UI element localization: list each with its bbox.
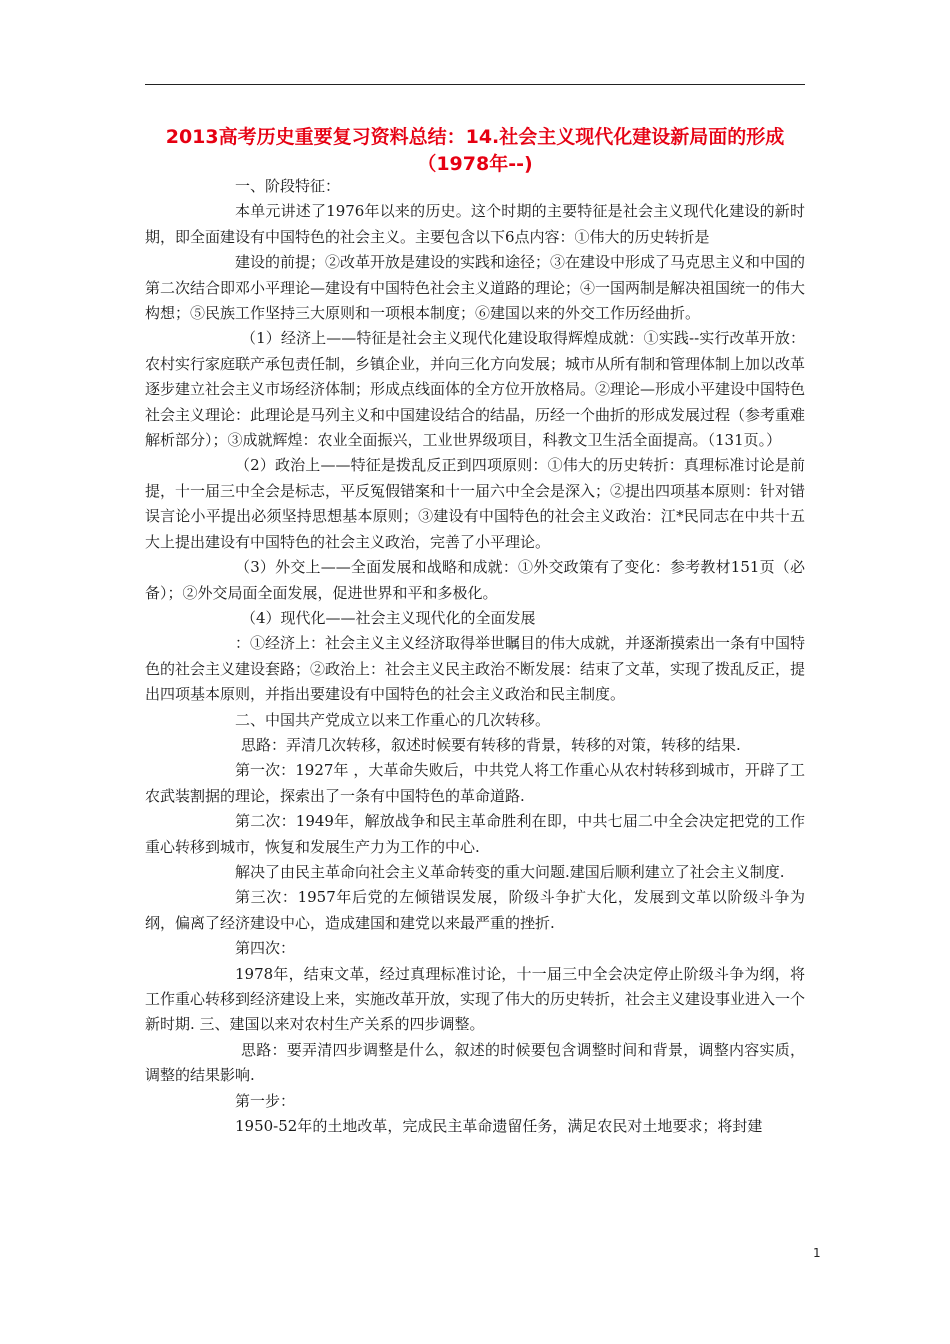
- paragraph: 第三次：1957年后党的左倾错误发展，阶级斗争扩大化，发展到文革以阶级斗争为纲，偏离了经济建设中心，造成建国和建党以来最严重的挫折.: [145, 888, 805, 932]
- document-title: 2013高考历史重要复习资料总结：14.社会主义现代化建设新局面的形成（1978年--): [165, 126, 785, 175]
- paragraph: 本单元讲述了1976年以来的历史。这个时期的主要特征是社会主义现代化建设的新时期，即全面建设有中国特色的社会主义。主要包含以下6点内容：①伟大的历史转折是: [145, 202, 805, 246]
- header-rule: [145, 84, 805, 85]
- paragraph: 一、阶段特征：: [235, 177, 341, 195]
- paragraph: 第二次：1949年，解放战争和民主革命胜利在即，中共七届二中全会决定把党的工作重心转移到城市，恢复和发展生产力为工作的中心.: [145, 812, 805, 856]
- paragraph: 思路：弄清几次转移，叙述时候要有转移的背景，转移的对策，转移的结果.: [241, 735, 741, 754]
- document-body: [145, 174, 805, 1139]
- paragraph: 1950-52年的土地改革，完成民主革命遗留任务，满足农民对土地要求；将封建: [235, 1117, 763, 1136]
- paragraph: 解决了由民主革命向社会主义革命转变的重大问题.建国后顺利建立了社会主义制度.: [235, 862, 785, 881]
- paragraph: 第四次：: [235, 939, 296, 958]
- paragraph: 建设的前提；②改革开放是建设的实践和途径；③在建设中形成了马克思主义和中国的第二次结合即邓小平理论—建设有中国特色社会主义道路的理论；④一国两制是解决祖国统一的伟大构想；⑤民族工作坚持三大原则和一项根本制度；⑥建国以来的外交工作历经曲折。: [145, 253, 806, 323]
- paragraph: 思路：要弄清四步调整是什么，叙述的时候要包含调整时间和背景，调整内容实质，调整的结果影响.: [145, 1040, 805, 1085]
- paragraph: 1978年，结束文革，经过真理标准讨论，十一届三中全会决定停止阶级斗争为纲，将工作重心转移到经济建设上来，实施改革开放，实现了伟大的历史转折，社会主义建设事业进入一个新时期. 三、建国以来对农村生产关系的四步调整。: [145, 964, 806, 1034]
- paragraph: 第一次：1927年 ，大革命失败后，中共党人将工作重心从农村转移到城市，开辟了工农武装割据的理论，探索出了一条有中国特色的革命道路.: [145, 761, 805, 805]
- paragraph: 第一步：: [235, 1091, 296, 1110]
- paragraph: （3）外交上——全面发展和战略和成就：①外交政策有了变化：参考教材151页（必备）；②外交局面全面发展，促进世界和平和多极化。: [145, 558, 805, 602]
- page-number: 1: [813, 1246, 821, 1260]
- paragraph: （1）经济上——特征是社会主义现代化建设取得辉煌成就：①实践--实行改革开放：农村实行家庭联产承包责任制，乡镇企业，并向三化方向发展；城市从所有制和管理体制上加以改革逐步建立社会主义市场经济体制；形成点线面体的全方位开放格局。②理论—形成小平建设中国特色社会主义理论：此理论是马列主义和中国建设结合的结晶，历经一个曲折的形成发展过程（参考重难解析部分）；③成就辉煌：农业全面振兴，工业世界级项目，科教文卫生活全面提高。（131页。）: [145, 329, 806, 450]
- section-heading: 二、中国共产党成立以来工作重心的几次转移。: [235, 710, 551, 729]
- paragraph: ：①经济上：社会主义主义经济取得举世瞩目的伟大成就，并逐渐摸索出一条有中国特色的社会主义建设套路；②政治上：社会主义民主政治不断发展：结束了文革，实现了拨乱反正，提出四项基本原则，并指出要建设有中国特色的社会主义政治和民主制度。: [145, 634, 806, 704]
- paragraph: （2）政治上——特征是拨乱反正到四项原则：①伟大的历史转折：真理标准讨论是前提，十一届三中全会是标志，平反冤假错案和十一届六中全会是深入；②提出四项基本原则：针对错误言论小平提出必须坚持思想基本原则；③建设有中国特色的社会主义政治：江*民同志在中共十五大上提出建设有中国特色的社会主义政治，完善了小平理论。: [145, 456, 806, 551]
- paragraph: （4）现代化——社会主义现代化的全面发展: [241, 608, 536, 627]
